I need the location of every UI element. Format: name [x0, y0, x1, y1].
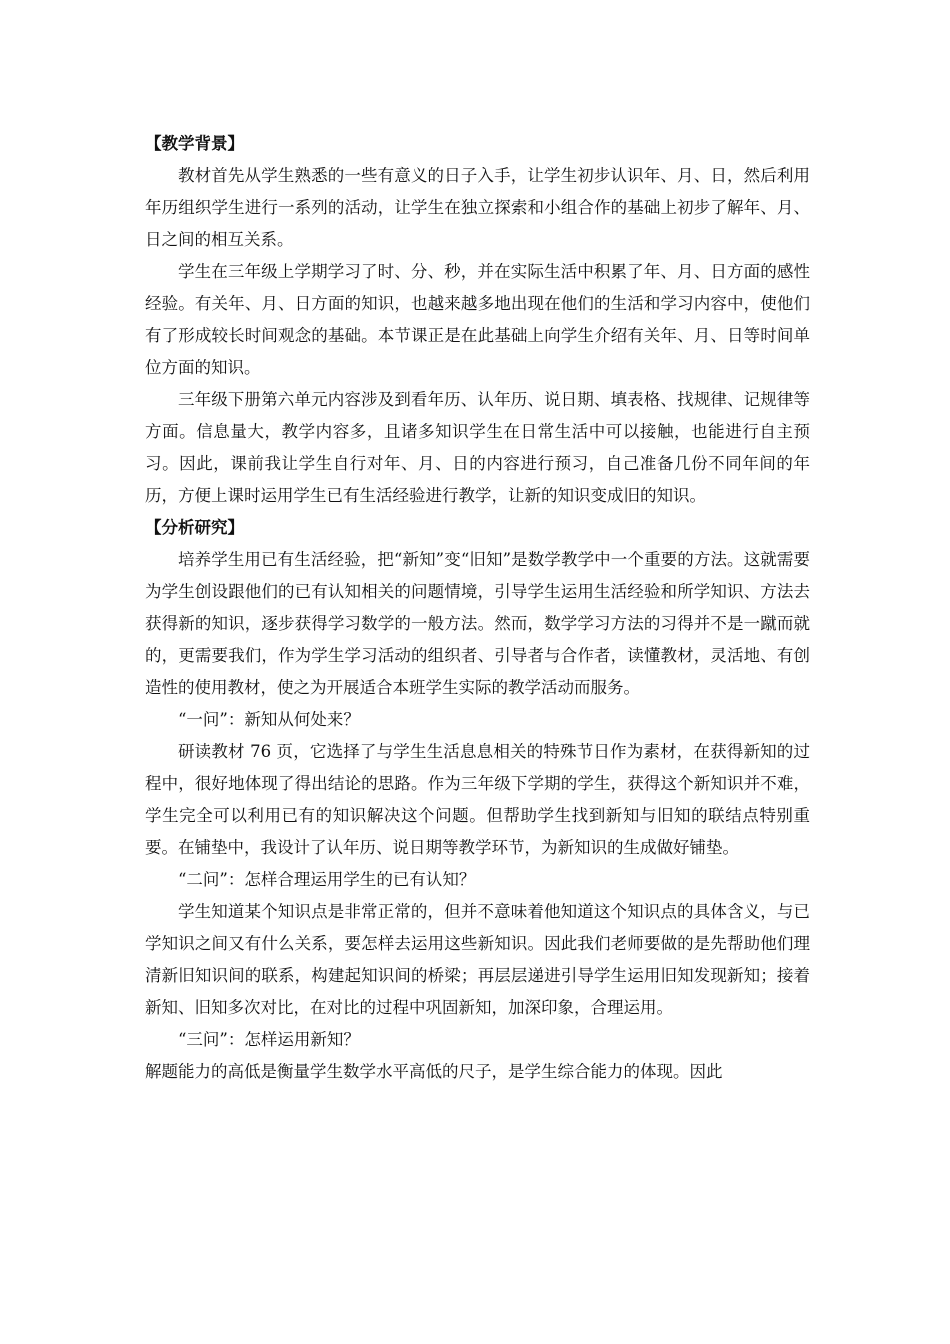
answer-two: 学生知道某个知识点是非常正常的，但并不意味着他知道这个知识点的具体含义，与已学知识之间又有什么关系，要怎样去运用这些新知识。因此我们老师要做的是先帮助他们理清新旧知识间的联系，构建起知识间的桥梁；再层层递进引导学生运用旧知发现新知；接着新知、旧知多次对比，在对比的过程中巩固新知，加深印象，合理运用。 [145, 902, 810, 1017]
paragraph: 学生在三年级上学期学习了时、分、秒，并在实际生活中积累了年、月、日方面的感性经验。有关年、月、日方面的知识，也越来越多地出现在他们的生活和学习内容中，使他们有了形成较长时间观念的基础。本节课正是在此基础上向学生介绍有关年、月、日等时间单位方面的知识。 [145, 262, 810, 377]
paragraph: 三年级下册第六单元内容涉及到看年历、认年历、说日期、填表格、找规律、记规律等方面。信息量大，教学内容多，且诸多知识学生在日常生活中可以接触，也能进行自主预习。因此，课前我让学生自行对年、月、日的内容进行预习，自己准备几份不同年间的年历，方便上课时运用学生已有生活经验进行教学，让新的知识变成旧的知识。 [145, 390, 810, 505]
paragraph: 教材首先从学生熟悉的一些有意义的日子入手，让学生初步认识年、月、日，然后利用年历组织学生进行一系列的活动，让学生在独立探索和小组合作的基础上初步了解年、月、日之间的相互关系。 [145, 166, 810, 249]
question-one: “一问”：新知从何处来？ [178, 710, 360, 729]
document-page [145, 128, 810, 1088]
question-three: “三问”：怎样运用新知？ [178, 1030, 360, 1049]
section-heading-teaching-background: 【教学背景】 [145, 134, 244, 153]
answer-one: 研读教材 76 页，它选择了与学生生活息息相关的特殊节日作为素材，在获得新知的过程中，很好地体现了得出结论的思路。作为三年级下学期的学生，获得这个新知识并不难，学生完全可以利用已有的知识解决这个问题。但帮助学生找到新知与旧知的联结点特别重要。在铺垫中，我设计了认年历、说日期等教学环节，为新知识的生成做好铺垫。 [145, 742, 810, 857]
section-heading-analysis-research: 【分析研究】 [145, 518, 244, 537]
answer-three: 解题能力的高低是衡量学生数学水平高低的尺子，是学生综合能力的体现。因此 [145, 1062, 723, 1081]
paragraph: 培养学生用已有生活经验，把“新知”变“旧知”是数学教学中一个重要的方法。这就需要为学生创设跟他们的已有认知相关的问题情境，引导学生运用生活经验和所学知识、方法去获得新的知识，逐步获得学习数学的一般方法。然而，数学学习方法的习得并不是一蹴而就的，更需要我们，作为学生学习活动的组织者、引导者与合作者，读懂教材，灵活地、有创造性的使用教材，使之为开展适合本班学生实际的教学活动而服务。 [145, 550, 810, 697]
question-two: “二问”：怎样合理运用学生的已有认知？ [178, 870, 476, 889]
